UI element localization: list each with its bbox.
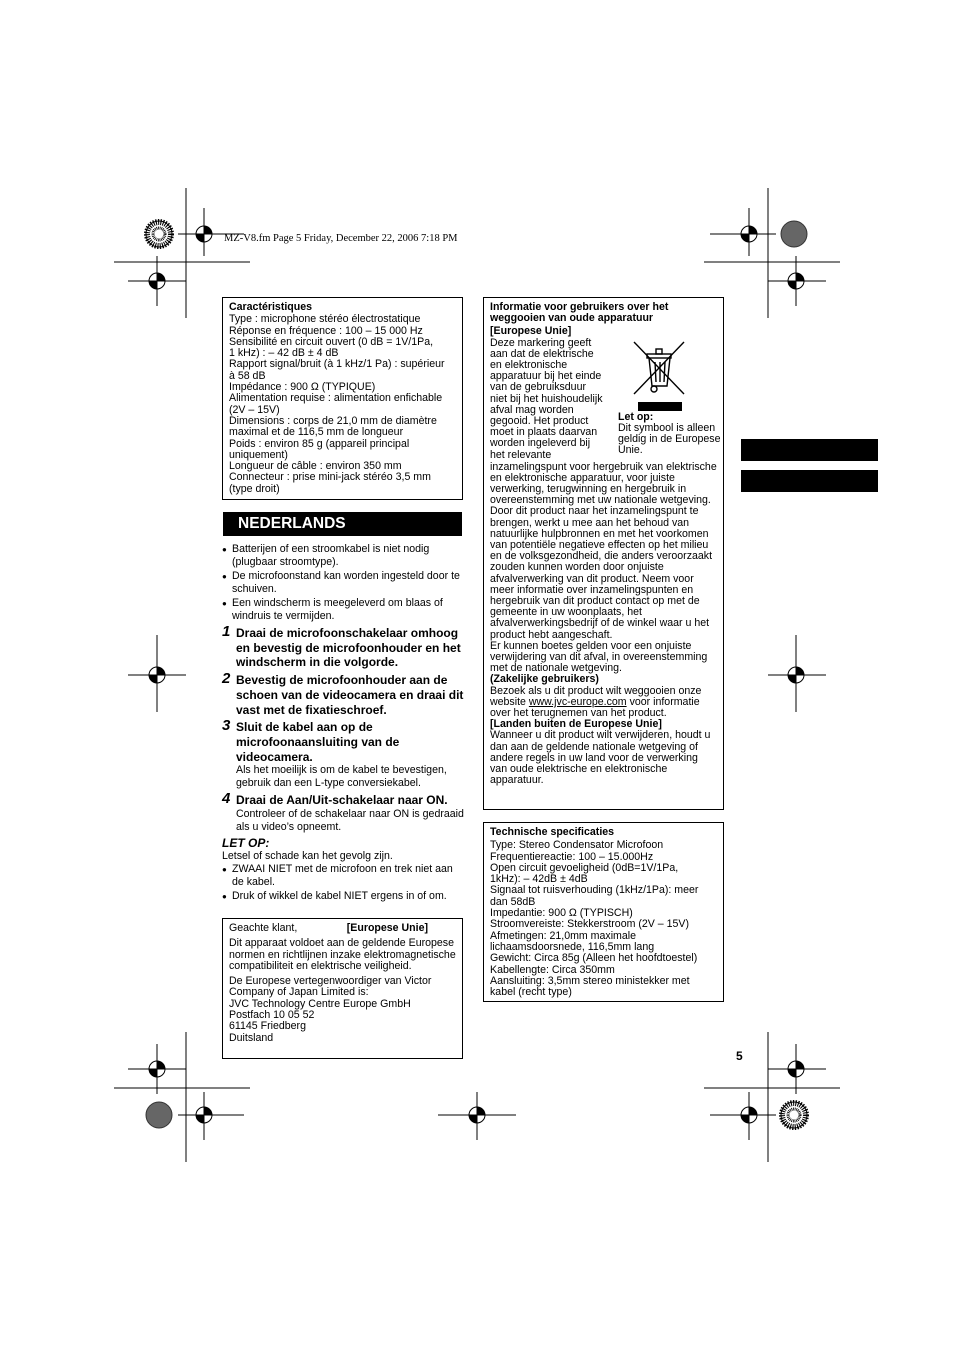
intro-line: van de gebruiksduur bbox=[490, 381, 586, 394]
intro-line: aan dat de elektrische bbox=[490, 347, 594, 360]
step-title: Sluit de kabel aan op de microfoonaansluiting van de videocamera. bbox=[236, 720, 400, 764]
spec-line: Sensibilité en circuit ouvert (0 dB = 1V/1Pa, bbox=[229, 335, 434, 348]
caution-intro: Letsel of schade kan het gevolg zijn. bbox=[222, 850, 393, 863]
address-line: 61145 Friedberg bbox=[229, 1020, 306, 1033]
spec-line: Impédance : 900 Ω (TYPIQUE) bbox=[229, 381, 376, 394]
spec-line: Signaal tot ruisverhouding (1kHz/1Pa): meer bbox=[490, 884, 699, 897]
spec-line: uniquement) bbox=[229, 448, 288, 461]
step-number: 3 bbox=[222, 717, 231, 735]
spec-line: à 58 dB bbox=[229, 369, 266, 382]
business-text-post: voor informatie over het terugnemen van het product. bbox=[490, 695, 700, 720]
greeting: Geachte klant, bbox=[229, 922, 298, 934]
feature-bullet: ● De microfoonstand kan worden ingesteld door te schuiven. bbox=[222, 570, 464, 596]
disposal-title-line: Informatie voor gebruikers over het bbox=[490, 301, 669, 313]
step-description: Als het moeilijk is om de kabel te bevestigen, gebruik dan een L-type conversiekabel. bbox=[236, 764, 447, 790]
intro-line: worden ingeleverd bij bbox=[490, 437, 591, 450]
crosshair-icon bbox=[178, 1092, 244, 1140]
disposal-paragraph: Door dit product naar het inzamelingspunt te brengen, werkt u mee aan het behoud van natuurlijke hulpbronnen en met het voorkomen van potentiële negatieve effecten op het milieu en de volksgezondheid, die anders veroorzaakt zouden kunnen worden door onjuiste afvalverwerking van dit product. Neem voor meer informatie over inzamelingspunten en hergebruik van dit product contact op met de gemeente in uw woonplaats, het afvalverwerkingsbedrijf of de winkel waar u het product hebt aangeschaft. bbox=[490, 505, 713, 641]
address-line: De Europese vertegenwoordiger van Victor bbox=[229, 975, 432, 988]
spec-line: Dimensions : corps de 21,0 mm de diamètre bbox=[229, 414, 437, 427]
spec-line: Connecteur : prise mini-jack stéréo 3,5 mm bbox=[229, 471, 431, 484]
step-title: Draai de microfoonschakelaar omhoog en bevestig de microfoonhouder en het windscherm in die volgorde. bbox=[236, 626, 461, 670]
language-tab-marker bbox=[741, 439, 878, 461]
intro-lines bbox=[490, 338, 620, 461]
spec-line: maximal et de 116,5 mm de longueur bbox=[229, 426, 404, 439]
spec-line: Réponse en fréquence : 100 – 15 000 Hz bbox=[229, 324, 423, 337]
fr-specs-box bbox=[222, 297, 463, 500]
section-title-bar: NEDERLANDS bbox=[223, 512, 462, 536]
nl-specs-title: Technische specificaties bbox=[490, 826, 615, 838]
feature-bullet: ● Een windscherm is meegeleverd om blaas of windruis te vermijden. bbox=[222, 597, 464, 623]
note-label: Let op: bbox=[618, 410, 654, 423]
step-number: 4 bbox=[222, 790, 231, 808]
business-text bbox=[490, 686, 717, 720]
spec-line: kabel (recht type) bbox=[490, 986, 572, 999]
spec-line: (2V – 15V) bbox=[229, 403, 280, 416]
non-eu-text: Wanneer u dit product wilt verwijderen, houdt u dan aan de geldende nationale wetgeving of andere regels in uw land voor de verwerking van oude elektrische en elektronische apparatuur. bbox=[490, 729, 711, 787]
star-target-icon bbox=[146, 221, 172, 247]
disposal-title-line: weggooien van oude apparatuur bbox=[490, 312, 654, 325]
spec-line: lichaamsdoorsnede, 116,5mm lang bbox=[490, 940, 655, 953]
intro-line: Deze markering geeft bbox=[490, 336, 592, 349]
feature-bullet: ● Batterijen of een stroomkabel is niet nodig (plugbaar stroomtype). bbox=[222, 543, 464, 569]
crossed-out-wheelie-bin-icon bbox=[632, 340, 688, 416]
disposal-intro bbox=[490, 336, 721, 462]
note-text: Dit symbool is alleen geldig in de Europese Unie. bbox=[618, 421, 721, 456]
crosshair-icon bbox=[710, 208, 776, 256]
step-title: Draai de Aan/Uit-schakelaar naar ON. bbox=[236, 793, 448, 808]
spec-line: Aansluiting: 3,5mm stereo ministekker met bbox=[490, 974, 690, 987]
spec-line: Afmetingen: 21,0mm maximale bbox=[490, 929, 637, 942]
intro-line: afval mag worden bbox=[490, 403, 574, 416]
address-line: JVC Technology Centre Europe GmbH bbox=[229, 997, 411, 1010]
caution-bullet: ● ZWAAI NIET met de microfoon en trek niet aan de kabel. bbox=[222, 863, 464, 889]
website-link[interactable]: www.jvc-europe.com bbox=[528, 695, 627, 708]
fr-specs-lines bbox=[229, 314, 456, 495]
caution-label: LET OP: bbox=[222, 836, 270, 851]
disposal-paragraph: Er kunnen boetes gelden voor een onjuiste verwijdering van dit afval, in overeenstemming met de nationale wetgeving. bbox=[490, 639, 708, 675]
address-line: Company of Japan Limited is: bbox=[229, 986, 369, 999]
step-4 bbox=[222, 790, 464, 834]
symbol-note bbox=[618, 412, 728, 456]
step-description: Controleer of de schakelaar naar ON is gedraaid als u video’s opneemt. bbox=[236, 808, 464, 834]
spec-line: Gewicht: Circa 85g (Alleen het hoofdtoestel) bbox=[490, 952, 698, 965]
intro-line: en elektronische bbox=[490, 359, 568, 372]
intro-line: moet in plaats daarvan bbox=[490, 426, 598, 439]
step-number: 1 bbox=[222, 623, 231, 640]
disposal-paragraph: inzamelingspunt voor hergebruik van elektrische en elektronische apparatuur, voor juiste verwerking, terugwinning en hergebruik in overeenstemming met uw nationale wetgeving. bbox=[490, 460, 717, 507]
step-2 bbox=[222, 670, 464, 717]
file-header: MZ-V8.fm Page 5 Friday, December 22, 2006 7:18 PM bbox=[224, 233, 458, 244]
language-tab-marker bbox=[741, 470, 878, 492]
star-target-icon bbox=[781, 1102, 807, 1128]
disposal-info-box bbox=[483, 297, 724, 810]
address-line: Postfach 10 05 52 bbox=[229, 1009, 315, 1022]
compliance-text: Dit apparaat voldoet aan de geldende Europese normen en richtlijnen inzake elektromagnetische compatibiliteit en elektrische veiligheid. bbox=[229, 937, 456, 972]
spec-line: Alimentation requise : alimentation enfichable bbox=[229, 392, 443, 405]
spec-line: dan 58dB bbox=[490, 895, 536, 908]
business-text-pre: Bezoek als u dit product wilt weggooien onze website bbox=[490, 684, 702, 708]
nl-specs-box bbox=[483, 822, 724, 1002]
spec-line: 1kHz): – 42dB ± 4dB bbox=[490, 873, 588, 886]
spec-line: Frequentiereactie: 100 – 15.000Hz bbox=[490, 850, 654, 863]
caution-bullet: ● Druk of wikkel de kabel NIET ergens in of om. bbox=[222, 890, 464, 903]
step-title: Bevestig de microfoonhouder aan de schoen van de videocamera en draai dit vast met de fixatieschroef. bbox=[236, 673, 464, 717]
grey-dot-icon bbox=[146, 1102, 172, 1128]
page-number: 5 bbox=[736, 1049, 743, 1063]
instructions-column bbox=[222, 543, 464, 904]
address-line: Duitsland bbox=[229, 1031, 274, 1044]
region-label: [Europese Unie] bbox=[346, 922, 428, 934]
step-1 bbox=[222, 623, 464, 670]
spec-line: (type droit) bbox=[229, 482, 280, 495]
intro-line: gegooid. Het product bbox=[490, 415, 589, 428]
step-3 bbox=[222, 717, 464, 790]
intro-line: het relevante bbox=[490, 448, 552, 461]
business-label: (Zakelijke gebruikers) bbox=[490, 673, 599, 686]
customer-header bbox=[229, 923, 456, 934]
non-eu-label: [Landen buiten de Europese Unie] bbox=[490, 718, 662, 731]
spec-line: Rapport signal/bruit (à 1 kHz/1 Pa) : supérieur bbox=[229, 358, 445, 371]
eu-label: [Europese Unie] bbox=[490, 325, 572, 338]
customer-notice-box bbox=[222, 918, 463, 1059]
fr-specs-title: Caractéristiques bbox=[229, 301, 313, 313]
spec-line: Longueur de câble : environ 350 mm bbox=[229, 460, 402, 473]
spec-line: Type: Stereo Condensator Microfoon bbox=[490, 839, 664, 852]
step-number: 2 bbox=[222, 670, 231, 688]
spec-line: Poids : environ 85 g (appareil principal bbox=[229, 437, 410, 450]
spec-line: Kabellengte: Circa 350mm bbox=[490, 963, 615, 976]
spec-line: 1 kHz) : – 42 dB ± 4 dB bbox=[229, 347, 339, 360]
spec-line: Open circuit gevoeligheid (0dB=1V/1Pa, bbox=[490, 861, 679, 874]
intro-line: apparatuur bij het einde bbox=[490, 370, 602, 383]
spec-line: Impedantie: 900 Ω (TYPISCH) bbox=[490, 907, 633, 920]
intro-line: niet bij het huishoudelijk bbox=[490, 392, 603, 405]
spec-line: Stroomvereiste: Stekkerstroom (2V – 15V) bbox=[490, 918, 690, 931]
grey-dot-icon bbox=[781, 221, 807, 247]
spec-line: Type : microphone stéréo électrostatique bbox=[229, 313, 421, 326]
